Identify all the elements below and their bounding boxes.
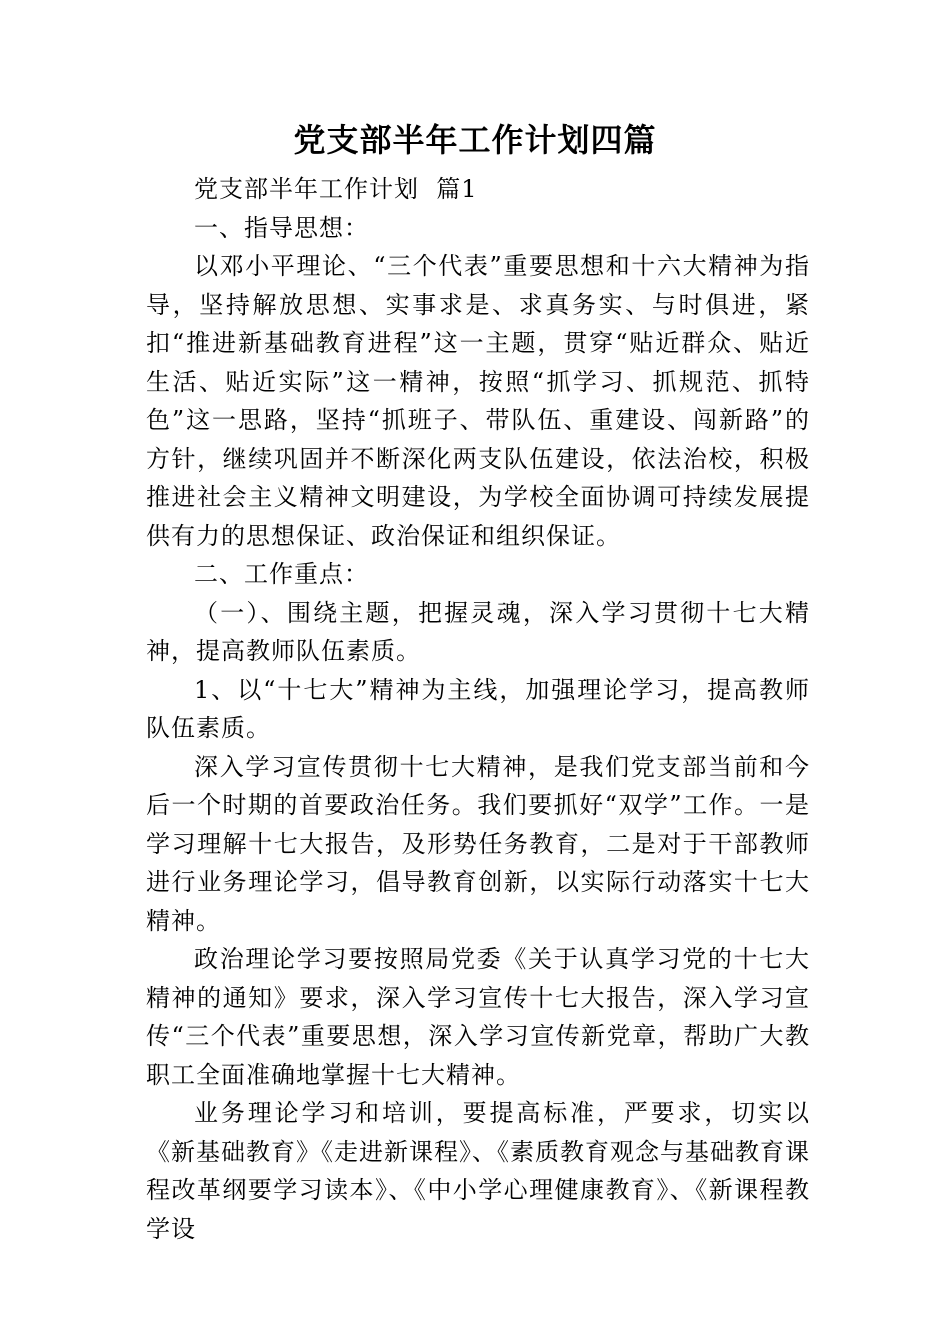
item-1-main-line: 1、以“十七大”精神为主线，加强理论学习，提高教师队伍素质。 <box>146 675 810 742</box>
paragraph-guiding-ideology: 以邓小平理论、“三个代表”重要思想和十六大精神为指导，坚持解放思想、实事求是、求真务实、与时俱进，紧扣“推进新基础教育进程”这一主题，贯穿“贴近群众、贴近生活、贴近实际”这一精神，按照“抓学习、抓规范、抓特色”这一思路，坚持“抓班子、带队伍、重建设、闯新路”的方针，继续巩固并不断深化两支队伍建设，依法治校，积极推进社会主义精神文明建设，为学校全面协调可持续发展提供有力的思想保证、政治保证和组织保证。 <box>146 252 810 550</box>
document-title: 党支部半年工作计划四篇 <box>293 121 657 159</box>
subheading-theme: （一）、围绕主题，把握灵魂，深入学习贯彻十七大精神，提高教师队伍素质。 <box>146 598 810 665</box>
paragraph-political-theory: 政治理论学习要按照局党委《关于认真学习党的十七大精神的通知》要求，深入学习宣传十七大报告，深入学习宣传“三个代表”重要思想，深入学习宣传新党章，帮助广大教职工全面准确地掌握十七大精神。 <box>146 945 810 1089</box>
document-body <box>146 170 810 1248</box>
heading-work-focus: 二、工作重点： <box>194 560 369 588</box>
paragraph-study-publicize: 深入学习宣传贯彻十七大精神，是我们党支部当前和今后一个时期的首要政治任务。我们要抓好“双学”工作。一是学习理解十七大报告，及形势任务教育，二是对于干部教师进行业务理论学习，倡导教育创新，以实际行动落实十七大精神。 <box>146 752 810 935</box>
heading-guiding-ideology: 一、指导思想： <box>194 213 369 242</box>
paragraph-business-theory: 业务理论学习和培训，要提高标准，严要求，切实以《新基础教育》《走进新课程》、《素质教育观念与基础教育课程改革纲要学习读本》、《中小学心理健康教育》、《新课程教学设 <box>146 1099 810 1243</box>
section-heading-plan-1: 党支部半年工作计划 篇1 <box>194 175 478 203</box>
